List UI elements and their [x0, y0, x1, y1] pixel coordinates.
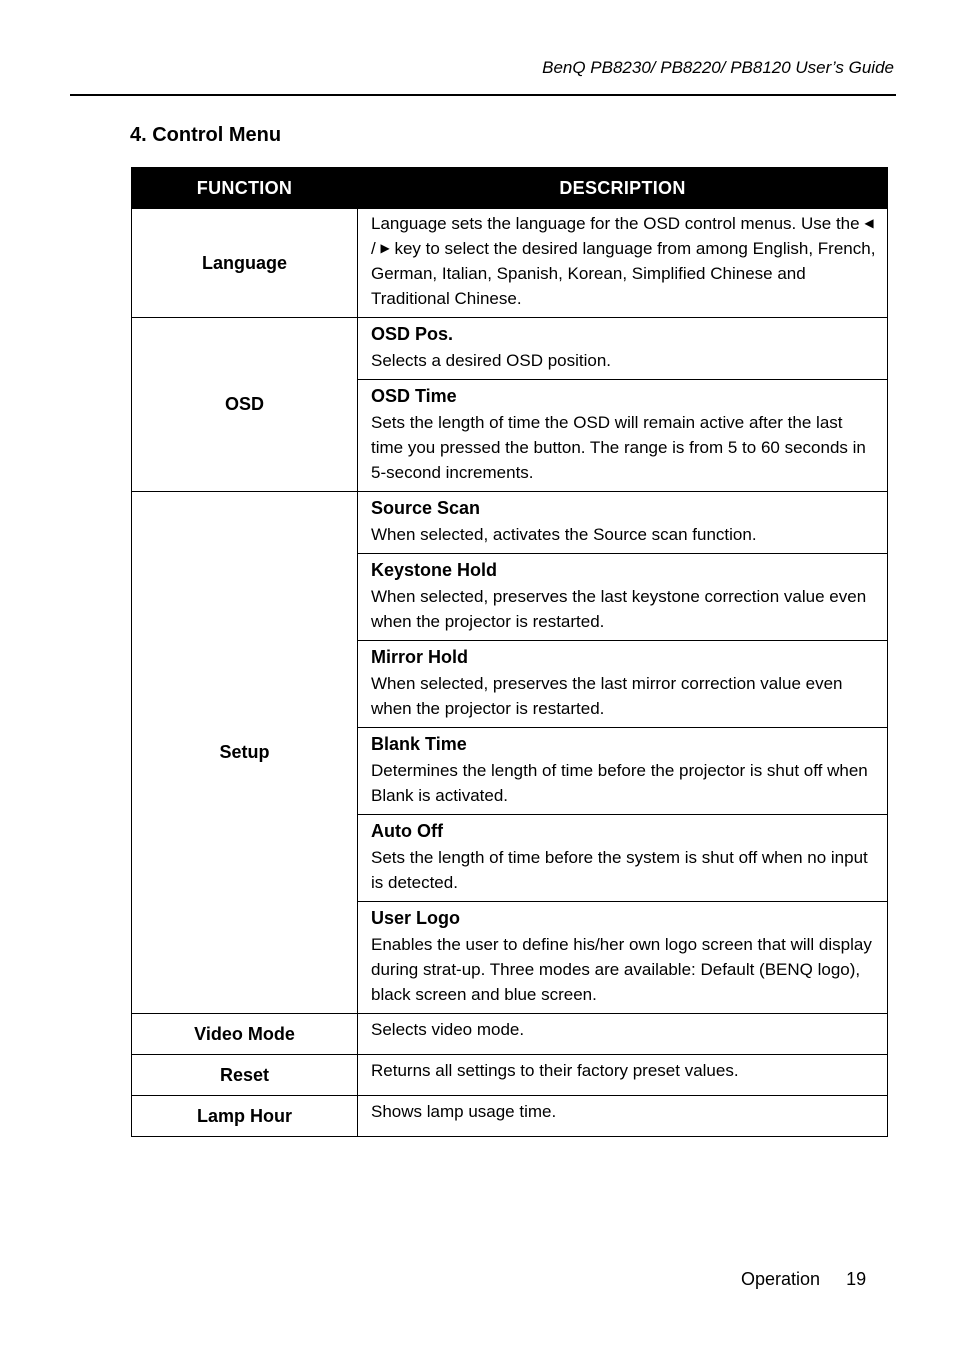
item-title-osd-pos: OSD Pos.	[371, 324, 454, 344]
page-number: 19	[846, 1269, 867, 1289]
item-text-mirror-hold: When selected, preserves the last mirror correction value even when the projector is restarted.	[371, 674, 843, 718]
item-text-blank-time: Determines the length of time before the projector is shut off when Blank is activated.	[371, 761, 868, 805]
column-header-function: FUNCTION	[132, 168, 358, 209]
footer-section-name: Operation	[741, 1269, 821, 1289]
function-name-setup: Setup	[132, 492, 358, 1014]
language-desc-part2: key to select the desired language from among English, French, German, Italian, Spanish, Korean, Simplified Chinese and Traditional Chinese.	[371, 239, 876, 308]
table-row-video-mode	[132, 1014, 888, 1055]
description-keystone-hold	[358, 554, 888, 641]
table-row-lamp-hour	[132, 1096, 888, 1137]
item-text-osd-time: Sets the length of time the OSD will remain active after the last time you pressed the button. The range is from 5 to 60 seconds in 5-second increments.	[371, 413, 866, 482]
description-language	[358, 209, 888, 318]
description-auto-off	[358, 815, 888, 902]
table-row-osd-pos	[132, 318, 888, 380]
item-title-blank-time: Blank Time	[371, 734, 467, 754]
description-source-scan	[358, 492, 888, 554]
header-title: BenQ PB8230/ PB8220/ PB8120 User’s Guide	[542, 58, 894, 77]
item-title-source-scan: Source Scan	[371, 498, 481, 518]
table-row-source-scan	[132, 492, 888, 554]
header-rule	[70, 94, 896, 96]
function-name-lamp-hour: Lamp Hour	[132, 1096, 358, 1137]
description-lamp-hour: Shows lamp usage time.	[358, 1096, 888, 1137]
item-title-osd-time: OSD Time	[371, 386, 457, 406]
page-footer	[741, 1269, 866, 1290]
section-title: 4. Control Menu	[130, 124, 282, 146]
function-name-osd: OSD	[132, 318, 358, 492]
item-title-user-logo: User Logo	[371, 908, 461, 928]
column-header-description: DESCRIPTION	[358, 168, 888, 209]
table-row-language	[132, 209, 888, 318]
description-user-logo	[358, 902, 888, 1014]
description-blank-time	[358, 728, 888, 815]
item-text-source-scan: When selected, activates the Source scan function.	[371, 525, 757, 544]
item-title-keystone-hold: Keystone Hold	[371, 560, 498, 580]
description-video-mode: Selects video mode.	[358, 1014, 888, 1055]
item-title-mirror-hold: Mirror Hold	[371, 647, 468, 667]
item-text-user-logo: Enables the user to define his/her own logo screen that will display during strat-up. Three modes are available: Default (BENQ logo), black screen and blue screen.	[371, 935, 872, 1004]
description-mirror-hold	[358, 641, 888, 728]
item-text-auto-off: Sets the length of time before the system is shut off when no input is detected.	[371, 848, 868, 892]
item-title-auto-off: Auto Off	[371, 821, 443, 841]
function-name-reset: Reset	[132, 1055, 358, 1096]
item-text-osd-pos: Selects a desired OSD position.	[371, 351, 612, 370]
left-arrow-icon: ◀	[864, 216, 874, 230]
description-reset: Returns all settings to their factory preset values.	[358, 1055, 888, 1096]
control-menu-table	[131, 167, 888, 1137]
description-osd-time	[358, 380, 888, 492]
item-text-keystone-hold: When selected, preserves the last keystone correction value even when the projector is restarted.	[371, 587, 867, 631]
description-osd-pos	[358, 318, 888, 380]
table-row-reset	[132, 1055, 888, 1096]
table-header-row	[132, 168, 888, 209]
function-name-language: Language	[132, 209, 358, 318]
function-name-video-mode: Video Mode	[132, 1014, 358, 1055]
language-desc-part1: Language sets the language for the OSD control menus. Use the	[371, 214, 860, 233]
right-arrow-icon: ▶	[380, 241, 390, 255]
arrow-separator: /	[371, 239, 376, 258]
